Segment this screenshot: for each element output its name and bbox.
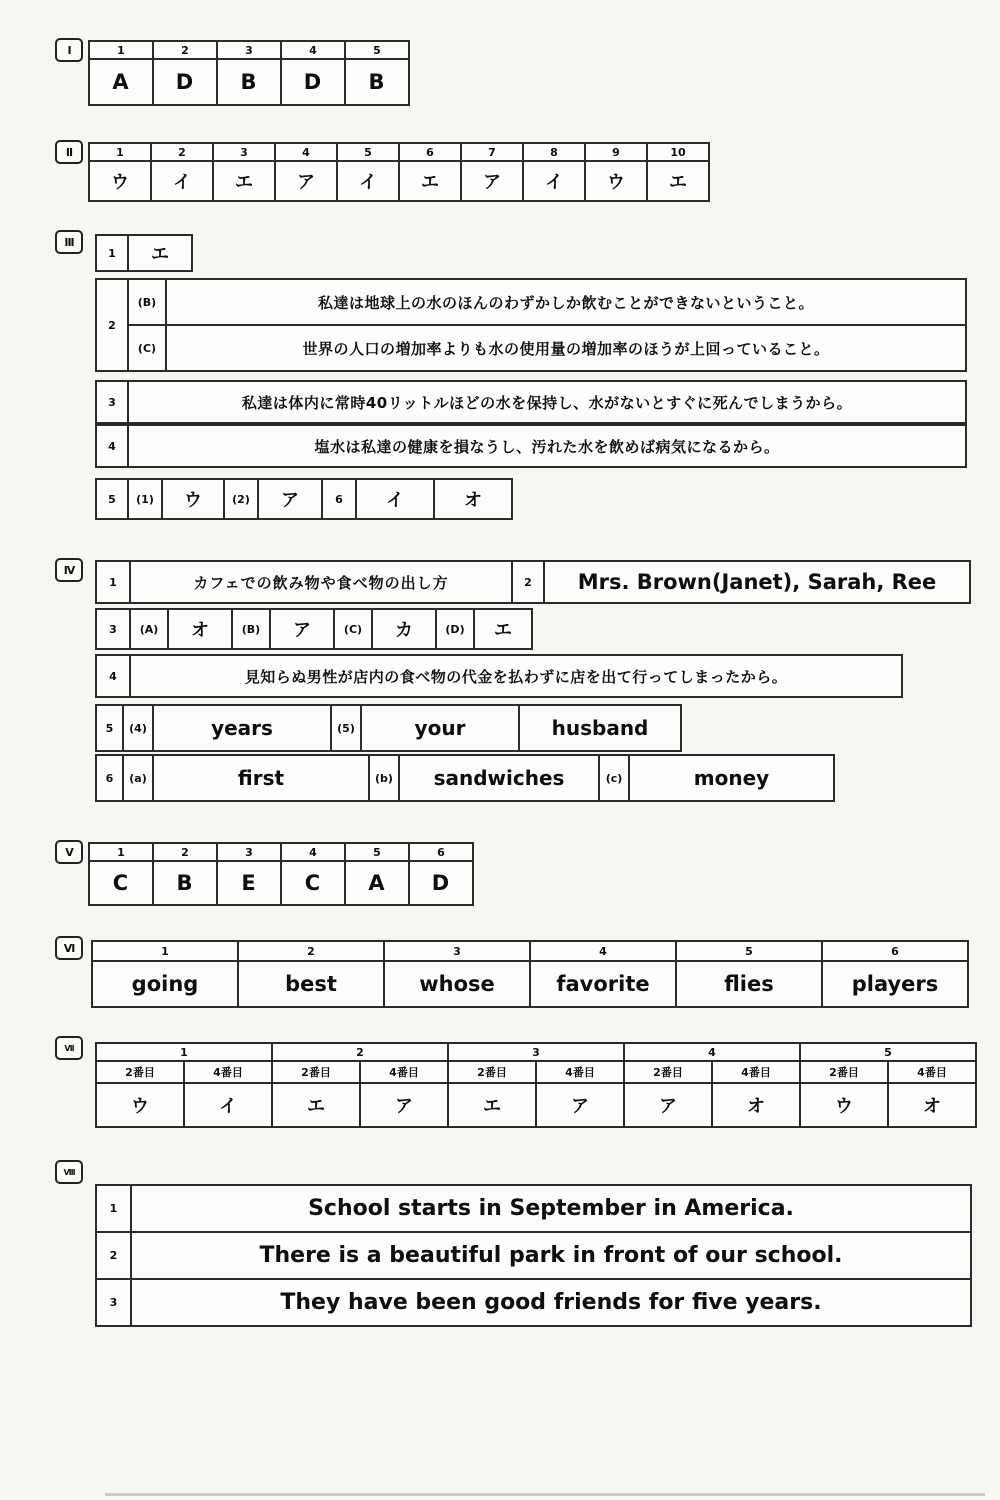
answer-cell: whose [384,961,530,1007]
answer-cell: ウ [96,1083,184,1127]
subheader-second-cell: 2番目 [272,1061,360,1083]
answer-cell: イ [337,161,399,201]
question-number-cell: 4 [96,655,130,697]
section-7-table [95,1042,977,1128]
answer-cell: イ [184,1083,272,1127]
section-6-label: VI [55,936,83,960]
answer-cell: オ [888,1083,976,1127]
answer-cell: B [153,861,217,905]
section-7-label: VII [55,1036,83,1060]
answer-cell: favorite [530,961,676,1007]
header-cell: 6 [399,143,461,161]
answer-text-cell: 塩水は私達の健康を損なうし、汚れた水を飲めば病気になるから。 [128,425,966,467]
header-cell: 7 [461,143,523,161]
answer-cell: C [281,861,345,905]
sub-tag-cell: (c) [599,755,629,801]
section-3-label: III [55,230,83,254]
answer-cell: エ [272,1083,360,1127]
answer-cell: ウ [89,161,151,201]
header-cell: 9 [585,143,647,161]
question-number-cell: 5 [96,705,123,751]
group-number-cell: 1 [96,1043,272,1061]
section-3-q2-row [95,278,967,372]
answer-cell: D [281,59,345,105]
sub-tag-cell: (b) [369,755,399,801]
answer-sentence-cell: There is a beautiful park in front of our school. [131,1232,971,1279]
subheader-second-cell: 2番目 [448,1061,536,1083]
answer-cell: エ [448,1083,536,1127]
header-cell: 5 [676,941,822,961]
subheader-second-cell: 2番目 [96,1061,184,1083]
sub-tag-cell: (A) [130,609,168,649]
section-3-q5-q6-row [95,478,513,520]
header-cell: 1 [89,843,153,861]
section-4-label: IV [55,558,83,582]
subheader-second-cell: 2番目 [624,1061,712,1083]
sub-tag-cell: (C) [334,609,372,649]
answer-cell: D [409,861,473,905]
answer-cell: イ [356,479,434,519]
group-number-cell: 4 [624,1043,800,1061]
answer-cell: sandwiches [399,755,599,801]
sub-tag-cell: (5) [331,705,361,751]
section-2-table [88,142,710,202]
header-cell: 4 [281,41,345,59]
section-5-table [88,842,474,906]
question-number-cell: 6 [96,755,123,801]
section-6-table [91,940,969,1008]
section-3-q4-row [95,424,967,468]
answer-cell: A [345,861,409,905]
answer-text-cell: 世界の人口の増加率よりも水の使用量の増加率のほうが上回っていること。 [166,325,966,371]
section-5-label: V [55,840,83,864]
group-number-cell: 2 [272,1043,448,1061]
section-1-table [88,40,410,106]
subheader-fourth-cell: 4番目 [712,1061,800,1083]
header-cell: 1 [92,941,238,961]
section-4-q1-q2-row [95,560,971,604]
header-cell: 3 [217,843,281,861]
answer-cell: イ [523,161,585,201]
header-cell: 3 [217,41,281,59]
header-cell: 10 [647,143,709,161]
answer-cell: ア [360,1083,448,1127]
answer-cell: going [92,961,238,1007]
sub-tag-cell: (2) [224,479,258,519]
header-cell: 2 [238,941,384,961]
question-number-cell: 1 [96,561,130,603]
answer-cell: イ [151,161,213,201]
section-4-q5-row [95,704,682,752]
section-8-table [95,1184,972,1327]
sub-tag-cell: (4) [123,705,153,751]
scan-artifact-line [105,1493,985,1496]
answer-sentence-cell: School starts in September in America. [131,1185,971,1232]
section-4-q3-row [95,608,533,650]
answer-cell: players [822,961,968,1007]
sub-tag-cell: (B) [232,609,270,649]
sub-tag-cell: (B) [128,279,166,325]
answer-cell: ウ [800,1083,888,1127]
answer-cell: money [629,755,834,801]
answer-cell: ア [258,479,322,519]
question-number-cell: 5 [96,479,128,519]
answer-cell: エ [474,609,532,649]
header-cell: 3 [384,941,530,961]
answer-cell: D [153,59,217,105]
header-cell: 5 [345,843,409,861]
answer-text-cell: 私達は地球上の水のほんのわずかしか飲むことができないということ。 [166,279,966,325]
section-1-label: I [55,38,83,62]
answer-cell: B [217,59,281,105]
question-number-cell: 3 [96,1279,131,1326]
answer-cell: ア [270,609,334,649]
question-number-cell: 3 [96,381,128,423]
answer-cell: first [153,755,369,801]
answer-cell: A [89,59,153,105]
group-number-cell: 3 [448,1043,624,1061]
answer-cell: E [217,861,281,905]
header-cell: 2 [151,143,213,161]
question-number-cell: 2 [512,561,544,603]
answer-cell: years [153,705,331,751]
header-cell: 5 [337,143,399,161]
answer-cell: オ [434,479,512,519]
answer-cell: B [345,59,409,105]
answer-cell: ア [536,1083,624,1127]
header-cell: 8 [523,143,585,161]
header-cell: 1 [89,41,153,59]
subheader-fourth-cell: 4番目 [360,1061,448,1083]
group-number-cell: 5 [800,1043,976,1061]
section-4-q4-row [95,654,903,698]
question-number-cell: 2 [96,279,128,371]
answer-cell: husband [519,705,681,751]
subheader-second-cell: 2番目 [800,1061,888,1083]
answer-cell: カ [372,609,436,649]
answer-cell: ア [275,161,337,201]
answer-cell: エ [399,161,461,201]
section-3-q3-row [95,380,967,424]
answer-cell: flies [676,961,822,1007]
answer-cell: best [238,961,384,1007]
header-cell: 4 [275,143,337,161]
answer-text-cell: カフェでの飲み物や食べ物の出し方 [130,561,512,603]
sub-tag-cell: (D) [436,609,474,649]
header-cell: 5 [345,41,409,59]
header-cell: 4 [530,941,676,961]
question-number-cell: 4 [96,425,128,467]
question-number-cell: 3 [96,609,130,649]
answer-cell: オ [712,1083,800,1127]
question-number-cell: 2 [96,1232,131,1279]
subheader-fourth-cell: 4番目 [184,1061,272,1083]
section-3-q1-row [95,234,193,272]
header-cell: 2 [153,41,217,59]
subheader-fourth-cell: 4番目 [888,1061,976,1083]
answer-cell: your [361,705,519,751]
answer-cell: C [89,861,153,905]
section-2-label: II [55,140,83,164]
header-cell: 2 [153,843,217,861]
answer-cell: エ [647,161,709,201]
answer-cell: ウ [162,479,224,519]
header-cell: 3 [213,143,275,161]
question-number-cell: 6 [322,479,356,519]
answer-text-cell: Mrs. Brown(Janet), Sarah, Ree [544,561,970,603]
answer-text-cell: 見知らぬ男性が店内の食べ物の代金を払わずに店を出て行ってしまったから。 [130,655,902,697]
question-number-cell: 1 [96,235,128,271]
answer-cell: ア [624,1083,712,1127]
sub-tag-cell: (1) [128,479,162,519]
question-number-cell: 1 [96,1185,131,1232]
answer-cell: ア [461,161,523,201]
answer-cell: エ [128,235,192,271]
subheader-fourth-cell: 4番目 [536,1061,624,1083]
answer-text-cell: 私達は体内に常時40リットルほどの水を保持し、水がないとすぐに死んでしまうから。 [128,381,966,423]
answer-cell: エ [213,161,275,201]
header-cell: 4 [281,843,345,861]
answer-cell: オ [168,609,232,649]
section-4-q6-row [95,754,835,802]
header-cell: 6 [409,843,473,861]
sub-tag-cell: (a) [123,755,153,801]
header-cell: 6 [822,941,968,961]
answer-cell: ウ [585,161,647,201]
section-8-label: VIII [55,1160,83,1184]
header-cell: 1 [89,143,151,161]
sub-tag-cell: (C) [128,325,166,371]
answer-sentence-cell: They have been good friends for five years. [131,1279,971,1326]
